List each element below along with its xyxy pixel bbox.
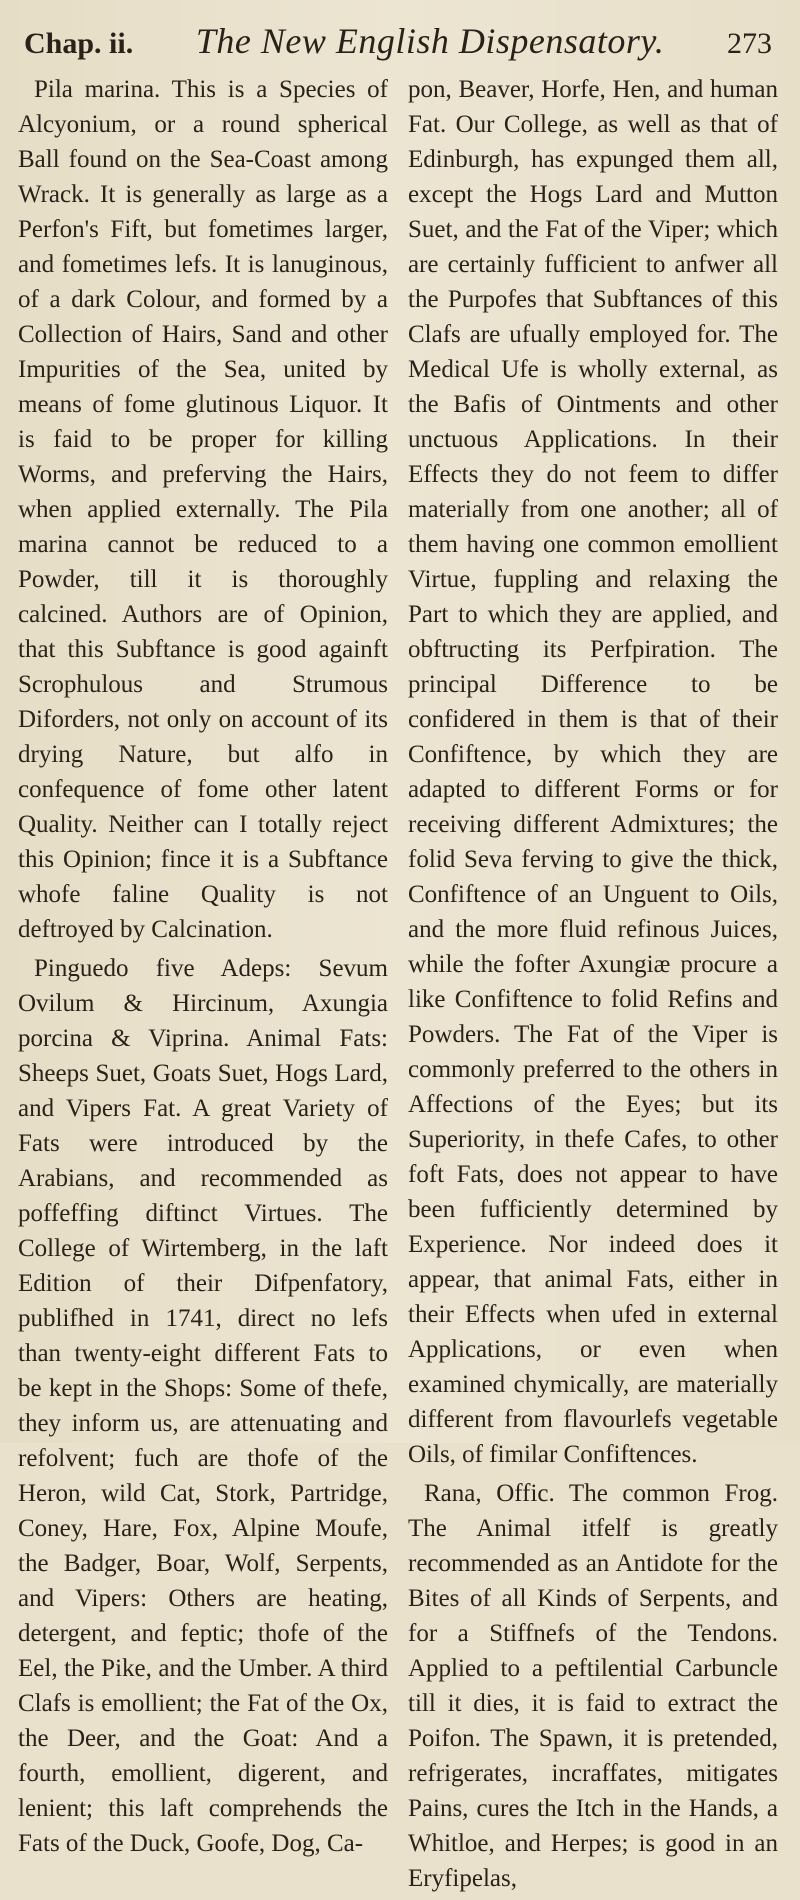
running-title: The New English Dispensatory. [195, 21, 665, 61]
paragraph-rana: Rana, Offic. The common Frog. The Animal itfelf is greatly recommended as an Antidote for the Bites of all Kinds of Serpents, and for a Stiffnefs of the Tendons. Applied to a peftilential Carbuncle till it dies, it is faid to extract the Poifon. The Spawn, it is pretended, refrigerates, incraffates, mitigates Pains, cures the Itch in the Hands, a Whitloe, and Herpes; is good in an Eryfipelas, [408, 1480, 778, 1892]
running-header [18, 20, 778, 66]
chapter-label: Chap. ii. [24, 27, 134, 60]
page-number: 273 [727, 27, 772, 60]
paragraph-pila-marina: Pila marina. This is a Species of Alcyonium, or a round spherical Ball found on the Sea-Coast among Wrack. It is generally as large as a Perfon's Fift, but fometimes larger, and fometimes lefs. It is lanuginous, of a dark Colour, and formed by a Collection of Hairs, Sand and other Impurities of the Sea, united by means of fome glutinous Liquor. It is faid to be proper for killing Worms, and preferving the Hairs, when applied externally. The Pila marina cannot be reduced to a Powder, till it is thoroughly calcined. Authors are of Opinion, that this Subftance is good againft Scrophulous and Strumous Diforders, not only on account of its drying Nature, but alfo in confequence of fome other latent Quality. Neither can I totally reject this Opinion; fince it is a Subftance whofe faline Quality is not deftroyed by Calcination. [18, 76, 388, 943]
left-column [18, 72, 388, 1900]
paragraph-pinguedo: Pinguedo five Adeps: Sevum Ovilum & Hircinum, Axungia porcina & Viprina. Animal Fats: Sheeps Suet, Goats Suet, Hogs Lard, and Vipers Fat. A great Variety of Fats were introduced by the Arabians, and recommended as poffeffing diftinct Virtues. The College of Wirtemberg, in the laft Edition of their Difpenfatory, publifhed in 1741, direct no lefs than twenty-eight different Fats to be kept in the Shops: Some of thefe, they inform us, are attenuating and refolvent; fuch are thofe of the Heron, wild Cat, Stork, Partridge, Coney, Hare, Fox, Alpine Moufe, the Badger, Boar, Wolf, Serpents, and Vipers: Others are heating, detergent, and feptic; thofe of the Eel, the Pike, and the Umber. A third Clafs is emollient; the Fat of the Ox, the Deer, and the Goat: And a fourth, emollient, digerent, and lenient; this laft comprehends the Fats of the Duck, Goofe, Dog, Ca- [18, 955, 388, 1857]
paragraph-continued: pon, Beaver, Horfe, Hen, and human Fat. Our College, as well as that of Edinburgh, has expunged them all, except the Hogs Lard and Mutton Suet, and the Fat of the Viper; which are certainly fufficient to anfwer all the Purpofes that Subftances of this Clafs are ufually employed for. The Medical Ufe is wholly external, as the Bafis of Ointments and other unctuous Applications. In their Effects they do not feem to differ materially from one another; all of them having one common emollient Virtue, fuppling and relaxing the Part to which they are applied, and obftructing its Perfpiration. The principal Difference to be confidered in them is that of their Confiftence, by which they are adapted to different Forms or for receiving different Admixtures; the folid Seva ferving to give the thick, Confiftence of an Unguent to Oils, and the more fluid refinous Juices, while the fofter Axungiæ procure a like Confiftence to folid Refins and Powders. The Fat of the Viper is commonly preferred to the others in Affections of the Eyes; but its Superiority, in thefe Cafes, to other foft Fats, does not appear to have been fufficiently determined by Experience. Nor indeed does it appear, that animal Fats, either in their Effects when ufed in external Applications, or even when examined chymically, are materially different from flavourlefs vegetable Oils, of fimilar Confiftences. [408, 76, 778, 1468]
right-column [408, 72, 778, 1900]
text-columns [18, 72, 778, 1900]
